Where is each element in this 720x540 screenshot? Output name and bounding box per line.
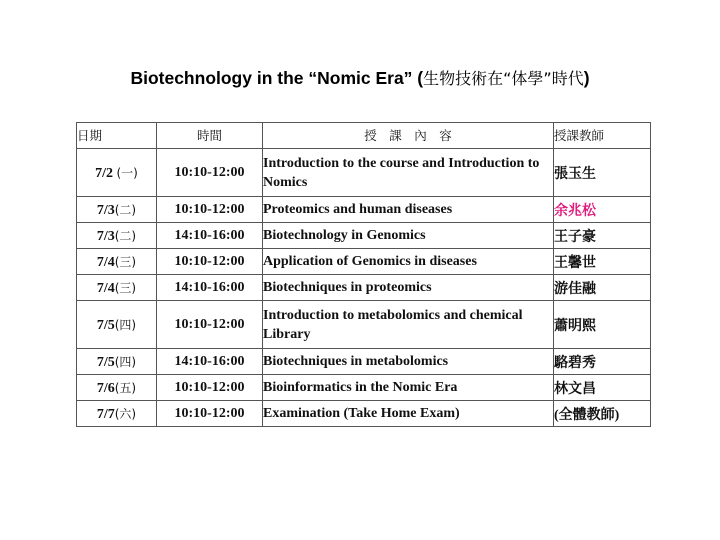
date-text: 7/3 bbox=[96, 228, 115, 244]
teacher-cell bbox=[554, 401, 651, 427]
header-teacher: 授課教師 bbox=[554, 123, 651, 149]
title-close: ) bbox=[583, 68, 590, 88]
date-cell bbox=[77, 223, 157, 249]
date-text: 7/5 bbox=[96, 354, 115, 370]
schedule-table bbox=[76, 122, 651, 427]
date-cell bbox=[77, 401, 157, 427]
time-cell bbox=[157, 275, 263, 301]
teacher-text: 余兆松 bbox=[554, 203, 596, 219]
topic-cell bbox=[263, 223, 554, 249]
time-cell bbox=[157, 197, 263, 223]
header-date: 日期 bbox=[77, 123, 157, 149]
table-row bbox=[77, 197, 651, 223]
teacher-text: 王子豪 bbox=[554, 229, 596, 245]
time-text: 14:10-16:00 bbox=[174, 353, 245, 369]
topic-cell bbox=[263, 249, 554, 275]
weekday-text: (二) bbox=[114, 202, 137, 217]
table-row bbox=[77, 275, 651, 301]
time-text: 14:10-16:00 bbox=[174, 227, 245, 243]
topic-text: Proteomics and human diseases bbox=[263, 202, 453, 217]
time-cell bbox=[157, 375, 263, 401]
date-cell bbox=[77, 149, 157, 197]
header-topic: 授 課 內 容 bbox=[263, 123, 554, 149]
header-row bbox=[77, 123, 651, 149]
time-text: 10:10-12:00 bbox=[174, 253, 245, 269]
teacher-text: (全體教師) bbox=[554, 407, 620, 423]
weekday-text: (五) bbox=[114, 380, 137, 395]
teacher-text: 游佳融 bbox=[554, 281, 596, 297]
teacher-cell bbox=[554, 149, 651, 197]
date-text: 7/4 bbox=[96, 280, 115, 296]
teacher-text: 張玉生 bbox=[554, 166, 596, 182]
date-text: 7/7 bbox=[96, 406, 115, 422]
topic-text: Biotechniques in proteomics bbox=[263, 280, 432, 295]
table-row bbox=[77, 249, 651, 275]
title-english: Biotechnology in the “Nomic Era” ( bbox=[130, 68, 424, 88]
time-text: 10:10-12:00 bbox=[174, 316, 245, 332]
time-cell bbox=[157, 149, 263, 197]
time-cell bbox=[157, 223, 263, 249]
topic-text: Introduction to the course and Introduction to Nomics bbox=[263, 155, 540, 190]
page-title bbox=[0, 66, 720, 89]
header-time: 時間 bbox=[157, 123, 263, 149]
weekday-text: (六) bbox=[114, 406, 137, 421]
weekday-text: (一) bbox=[116, 165, 138, 180]
time-cell bbox=[157, 301, 263, 349]
date-cell bbox=[77, 197, 157, 223]
table-row bbox=[77, 301, 651, 349]
time-text: 14:10-16:00 bbox=[174, 279, 245, 295]
date-text: 7/2 bbox=[95, 165, 117, 181]
teacher-cell bbox=[554, 301, 651, 349]
teacher-cell bbox=[554, 275, 651, 301]
teacher-cell bbox=[554, 375, 651, 401]
time-cell bbox=[157, 401, 263, 427]
topic-text: Application of Genomics in diseases bbox=[263, 254, 477, 269]
topic-cell bbox=[263, 401, 554, 427]
teacher-cell bbox=[554, 223, 651, 249]
date-text: 7/4 bbox=[96, 254, 115, 270]
teacher-cell bbox=[554, 197, 651, 223]
topic-cell bbox=[263, 349, 554, 375]
topic-text: Biotechnology in Genomics bbox=[263, 228, 426, 243]
table-row bbox=[77, 375, 651, 401]
weekday-text: (二) bbox=[114, 228, 137, 243]
time-text: 10:10-12:00 bbox=[174, 201, 245, 217]
topic-cell bbox=[263, 301, 554, 349]
date-text: 7/3 bbox=[96, 202, 115, 218]
time-text: 10:10-12:00 bbox=[174, 405, 245, 421]
date-cell bbox=[77, 349, 157, 375]
teacher-text: 王馨世 bbox=[554, 255, 596, 271]
weekday-text: (三) bbox=[114, 254, 137, 269]
date-cell bbox=[77, 375, 157, 401]
topic-cell bbox=[263, 149, 554, 197]
teacher-cell bbox=[554, 349, 651, 375]
topic-cell bbox=[263, 375, 554, 401]
time-text: 10:10-12:00 bbox=[174, 164, 245, 180]
time-cell bbox=[157, 349, 263, 375]
teacher-text: 蕭明熙 bbox=[554, 318, 596, 334]
weekday-text: (四) bbox=[114, 354, 137, 369]
date-text: 7/5 bbox=[96, 317, 115, 333]
table-row bbox=[77, 223, 651, 249]
topic-text: Biotechniques in metabolomics bbox=[263, 354, 449, 369]
topic-text: Bioinformatics in the Nomic Era bbox=[263, 380, 458, 395]
topic-text: Introduction to metabolomics and chemical Library bbox=[263, 307, 523, 342]
date-text: 7/6 bbox=[96, 380, 115, 396]
topic-text: Examination (Take Home Exam) bbox=[263, 406, 460, 421]
title-chinese: 生物技術在“体學”時代 bbox=[423, 69, 584, 88]
teacher-cell bbox=[554, 249, 651, 275]
time-text: 10:10-12:00 bbox=[174, 379, 245, 395]
teacher-text: 駱碧秀 bbox=[554, 355, 596, 371]
weekday-text: (三) bbox=[114, 280, 137, 295]
weekday-text: (四) bbox=[114, 317, 137, 332]
date-cell bbox=[77, 275, 157, 301]
table-row bbox=[77, 401, 651, 427]
table-row bbox=[77, 349, 651, 375]
date-cell bbox=[77, 301, 157, 349]
topic-cell bbox=[263, 197, 554, 223]
time-cell bbox=[157, 249, 263, 275]
date-cell bbox=[77, 249, 157, 275]
table-row bbox=[77, 149, 651, 197]
topic-cell bbox=[263, 275, 554, 301]
teacher-text: 林文昌 bbox=[554, 381, 596, 397]
